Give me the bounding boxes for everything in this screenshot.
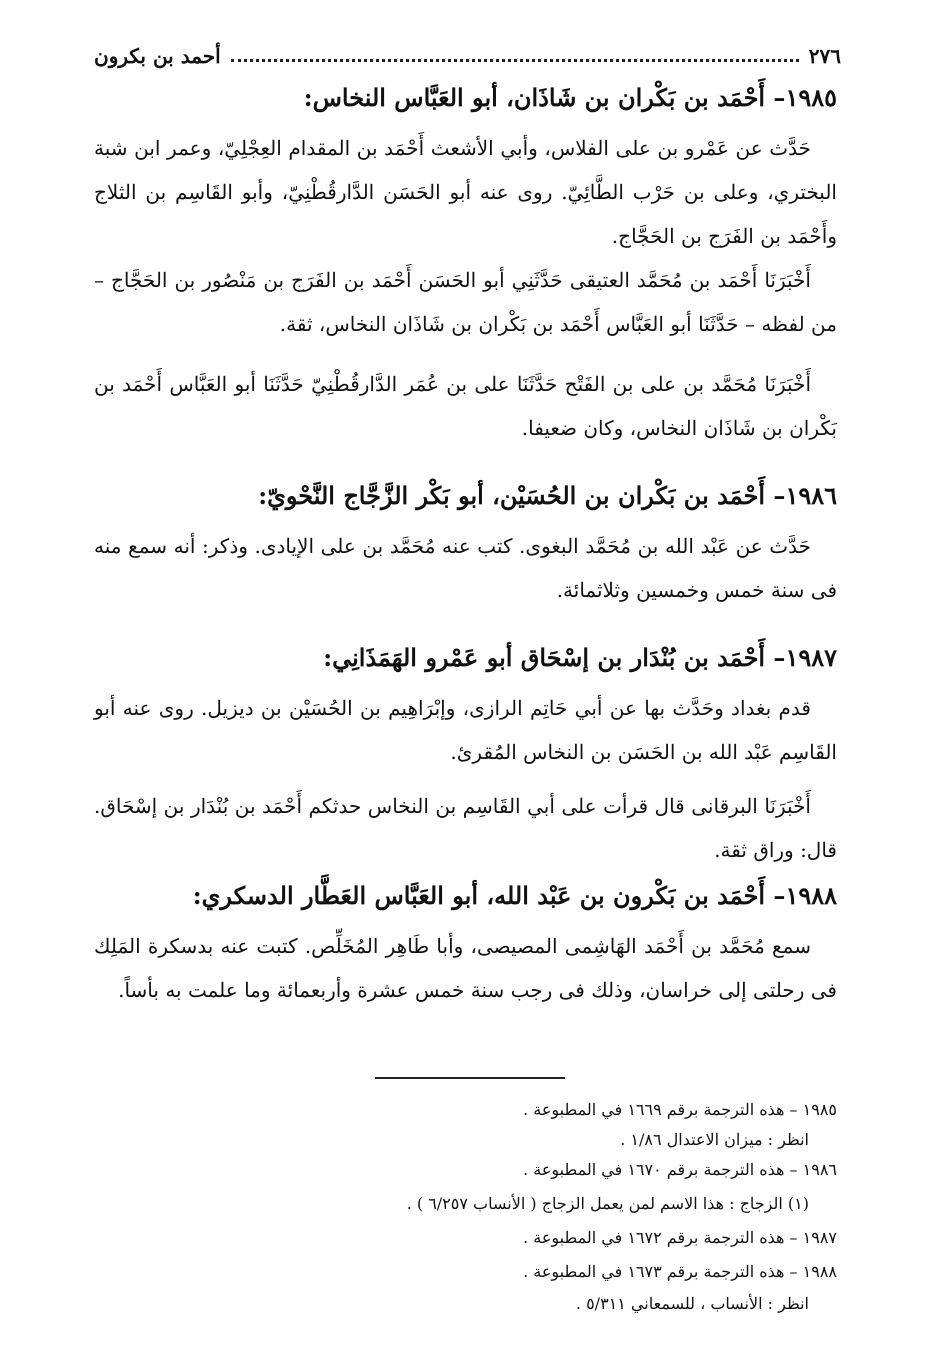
entry-1985-paragraph-1: حَدَّث عن عَمْرو بن على الفلاس، وأبي الأشعث أَحْمَد بن المقدام العِجْلِيّ، وعمر ابن شبة البختري، وعلى بن حَرْب الطَّائِيّ. روى عنه أبو الحَسَن الدَّارقُطْنِيّ، وأبو القَاسِم بن الثلاج وأَحْمَد بن الفَرَج بن الحَجَّاج. xyxy=(94,136,837,248)
entry-1987-paragraph-2: أَخْبَرَنَا البرقانى قال قرأت على أبي القَاسِم بن النخاس حدثكم أَحْمَد بن بُنْدَار بن إسْحَاق. قال: وراق ثقة. xyxy=(94,794,837,862)
entry-heading-1985: ١٩٨٥– أَحْمَد بن بَكْران بن شَاذَان، أبو العَبَّاس النخاس: xyxy=(303,83,837,112)
footnote-1988-source: انظر : الأنساب ، للسمعاني ٥/٣١١ . xyxy=(575,1294,809,1313)
entry-1987-paragraph-1: قدم بغداد وحَدَّث بها عن أبي حَاتِم الرازى، وإبْرَاهِيم بن الحُسَيْن بن ديزيل. روى عنه أبو القَاسِم عَبْد الله بن الحَسَن بن النخاس المُقرئ. xyxy=(94,696,837,764)
page-number: ٢٧٦ xyxy=(808,44,841,68)
entry-heading-1988: ١٩٨٨– أَحْمَد بن بَكْرون بن عَبْد الله، أبو العَبَّاس العَطَّار الدسكري: xyxy=(192,881,837,910)
entry-heading-1986: ١٩٨٦– أَحْمَد بن بَكْران بن الحُسَيْن، أبو بَكْر الزَّجَّاج النَّحْويّ: xyxy=(258,481,837,510)
entry-1988-paragraph-1: سمع مُحَمَّد بن أَحْمَد الهَاشِمى المصيصى، وأبا طَاهِر المُخَلِّص. كتبت عنه بدسكرة المَلِك فى رحلتى إلى خراسان، وذلك فى رجب سنة خمس عشرة وأربعمائة وما علمت به بأساً. xyxy=(94,934,837,1002)
footnote-1988: ١٩٨٨ – هذه الترجمة برقم ١٦٧٣ في المطبوعة . xyxy=(523,1262,837,1281)
running-title: أحمد بن بكرون xyxy=(94,44,221,68)
footnote-1987: ١٩٨٧ – هذه الترجمة برقم ١٦٧٢ في المطبوعة . xyxy=(523,1228,837,1247)
entry-1985-paragraph-3: أَخْبَرَنَا مُحَمَّد بن على بن الفَتْح حَدَّثَنَا على بن عُمَر الدَّارقُطْنِيّ حَدَّثَنَا أبو العَبَّاس أَحْمَد بن بَكْران بن شَاذَان النخاس، وكان ضعيفا. xyxy=(94,372,837,440)
footnote-1986: ١٩٨٦ – هذه الترجمة برقم ١٦٧٠ في المطبوعة . xyxy=(523,1160,837,1179)
footnote-separator xyxy=(375,1077,565,1079)
leader-dots xyxy=(231,59,799,62)
footnote-1985: ١٩٨٥ – هذه الترجمة برقم ١٦٦٩ في المطبوعة . xyxy=(523,1100,837,1119)
entry-1985-paragraph-2: أَخْبَرَنَا أَحْمَد بن مُحَمَّد العتيقى حَدَّثَنِي أبو الحَسَن أَحْمَد بن الفَرَج بن مَنْصُور بن الحَجَّاج – من لفظه – حَدَّثَنَا أبو العَبَّاس أَحْمَد بن بَكْران بن شَاذَان النخاس، ثقة. xyxy=(94,268,837,336)
footnote-1986-note: (١) الزجاج : هذا الاسم لمن يعمل الزجاج ( الأنساب ٦/٢٥٧ ) . xyxy=(406,1194,809,1213)
entry-heading-1987: ١٩٨٧– أَحْمَد بن بُنْدَار بن إسْحَاق أبو عَمْرو الهَمَذَانِي: xyxy=(323,643,837,672)
footnote-1985-source: انظر : ميزان الاعتدال ١/٨٦ . xyxy=(620,1130,809,1149)
running-header xyxy=(94,38,841,68)
entry-1986-paragraph-1: حَدَّث عن عَبْد الله بن مُحَمَّد البغوى. كتب عنه مُحَمَّد بن على الإيادى. وذكر: أنه سمع منه فى سنة خمس وخمسين وثلاثمائة. xyxy=(94,534,837,602)
